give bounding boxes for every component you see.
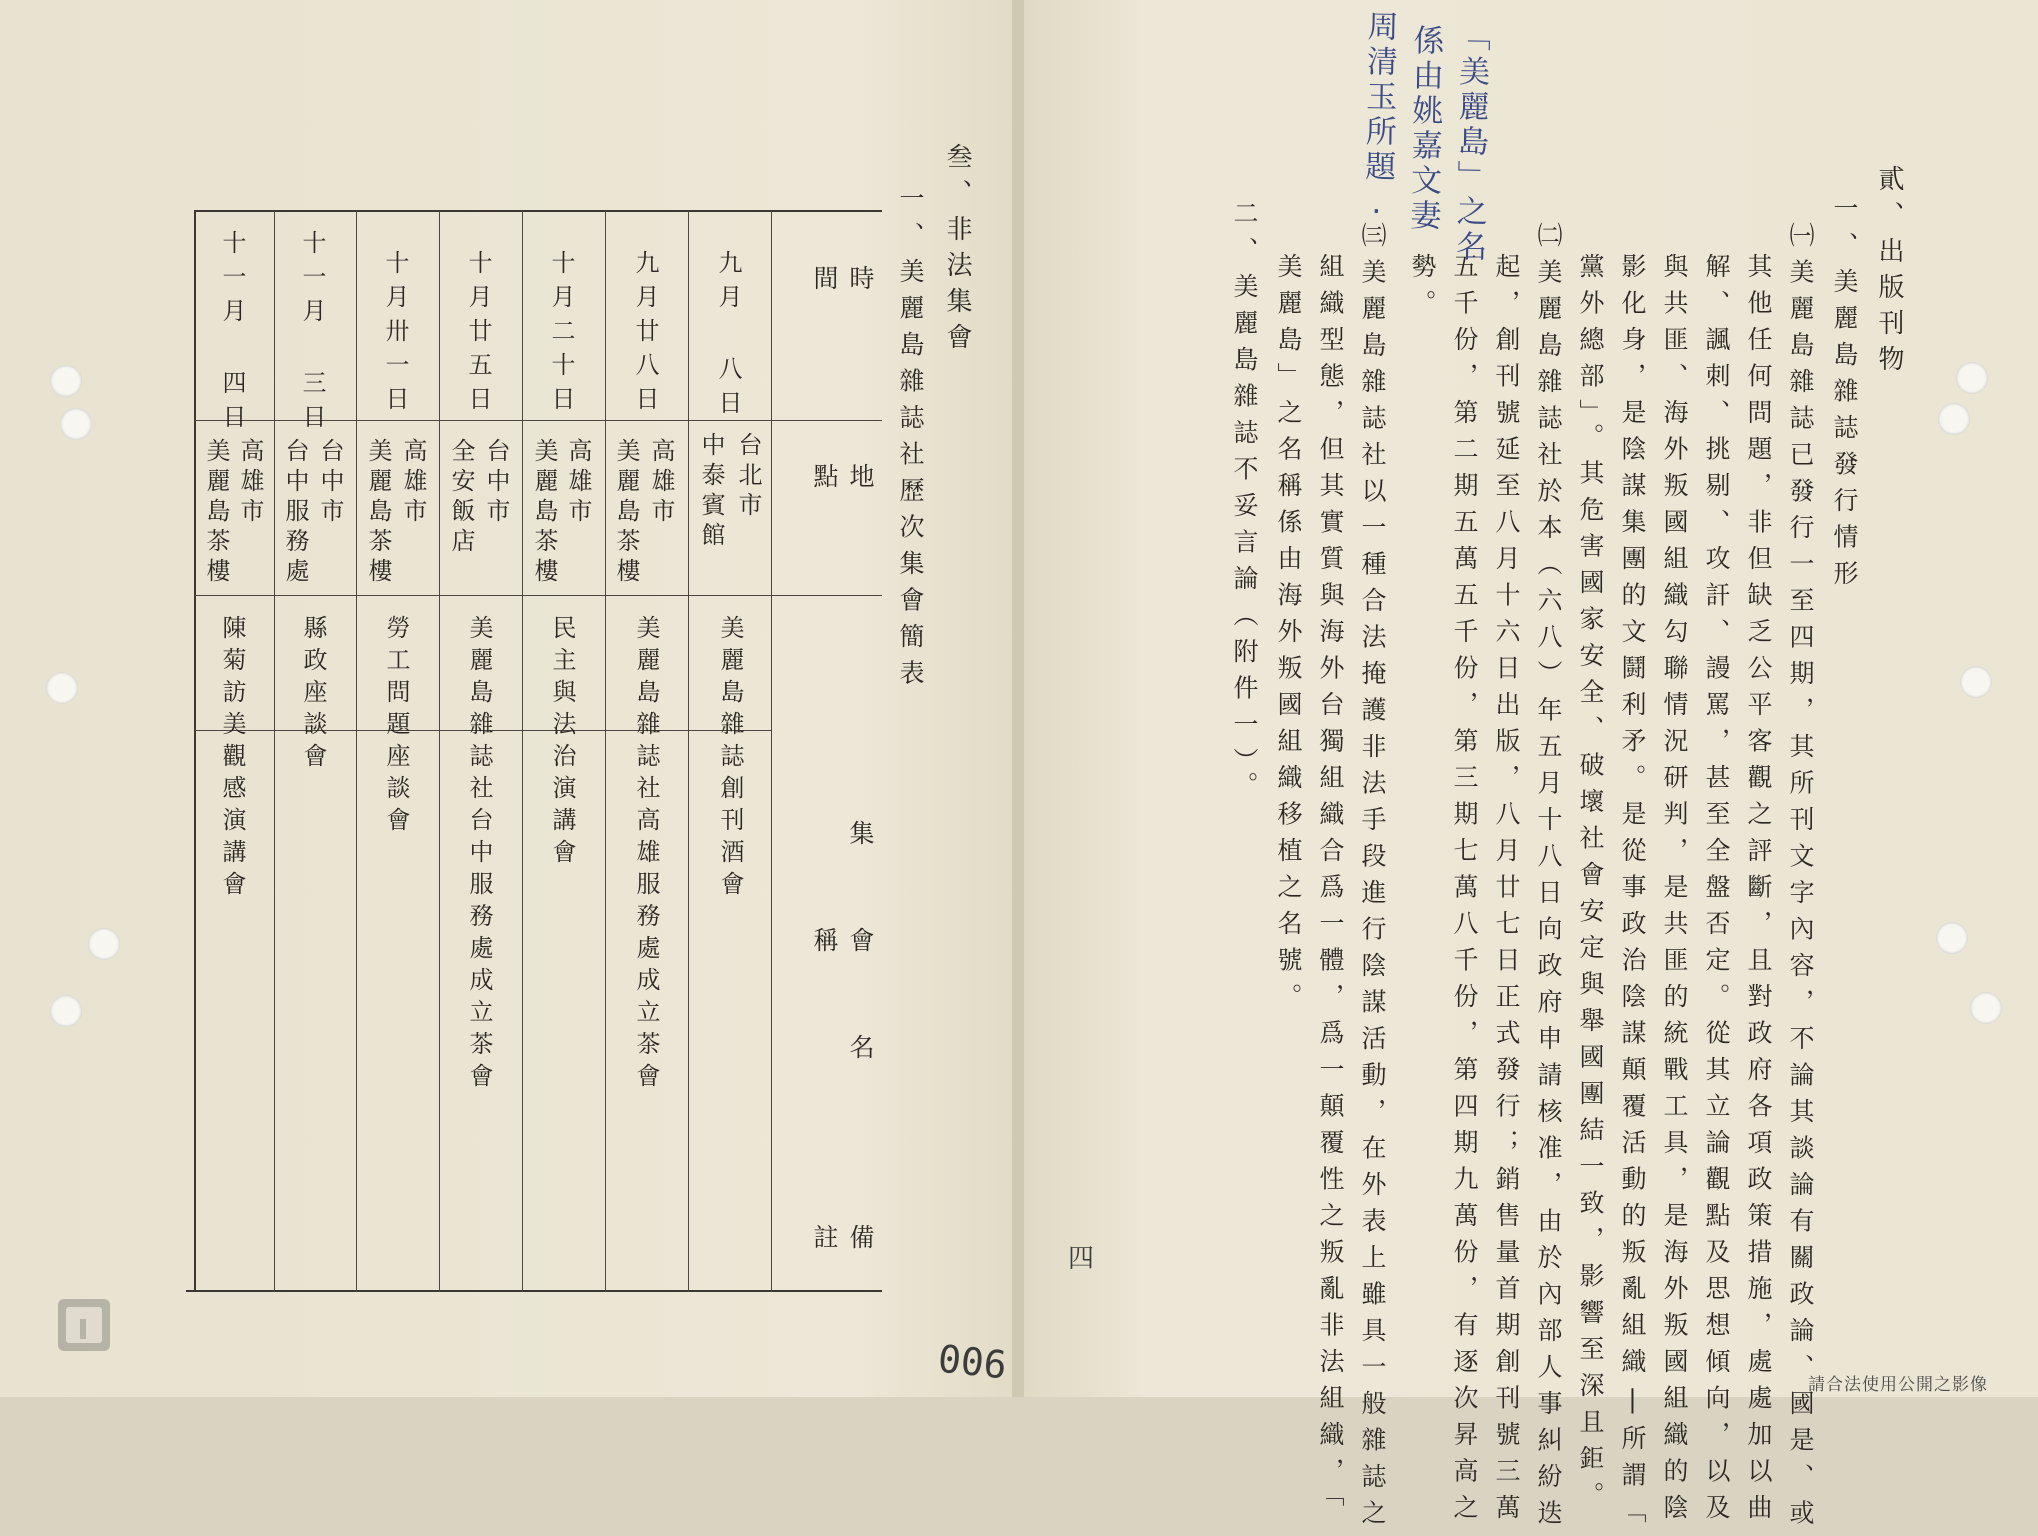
- para1-line5: 影化身，是陰謀集團的文鬪利矛。是從事政治陰謀顛覆活動的叛亂組織|所謂「: [1618, 253, 1647, 1535]
- punch-hole: [1938, 403, 1970, 435]
- row-1-place-line1: 台北市: [734, 432, 762, 522]
- subheading-improper-speech: 二、美麗島雜誌不妥言論（附件一）。: [1230, 200, 1259, 808]
- row-3-date: 十月二十日: [547, 250, 575, 420]
- handwritten-note-line3: 周清玉所題.: [1358, 9, 1398, 226]
- para3-line1: ㈢美麗島雜誌社以一種合法掩護非法手段進行陰謀活動，在外表上雖具一般雜誌之: [1358, 222, 1387, 1536]
- row-6-date: 十一月 三日: [298, 230, 326, 438]
- handwritten-note-line1: 「美麗島」之名: [1449, 19, 1491, 266]
- section-heading-publications: 貳、出版刊物: [1874, 165, 1904, 381]
- row-7-date: 十一月 四日: [218, 230, 246, 438]
- section-heading-illegal-assembly: 叁、非法集會: [942, 143, 972, 359]
- row-7-place-line1: 高雄市: [236, 438, 264, 528]
- para2-line2: 起，創刊號延至八月十六日出版，八月廿七日正式發行；銷售量首期創刊號三萬: [1492, 253, 1521, 1531]
- para1-line1: ㈠美麗島雜誌已發行一至四期，其所刊文字內容，不論其談論有關政論、國是、或: [1786, 222, 1815, 1536]
- book-gutter: [1012, 0, 1024, 1397]
- left-page: [0, 0, 1012, 1397]
- para2-line4: 勢。: [1408, 253, 1437, 326]
- row-5-date: 十月卅一日: [381, 250, 409, 420]
- row-4-place-line2: 全安飯店: [447, 438, 475, 558]
- para1-line2: 其他任何問題，非但缺乏公平客觀之評斷，且對政府各項政策措施，處處加以曲: [1744, 253, 1773, 1531]
- punch-hole: [1970, 992, 2002, 1024]
- punch-hole: [1936, 922, 1968, 954]
- punch-hole: [1960, 666, 1992, 698]
- punch-hole: [46, 672, 78, 704]
- row-3-place-line1: 高雄市: [564, 438, 592, 528]
- header-time-text: 時間: [810, 265, 875, 375]
- row-7-name: 陳菊訪美觀感演講會: [218, 615, 246, 903]
- para2-line1: ㈡美麗島雜誌社於本（六八）年五月十八日向政府申請核准，由於內部人事糾紛迭: [1534, 222, 1563, 1536]
- row-3-name: 民主與法治演講會: [548, 615, 576, 871]
- row-6-place-line2: 台中服務處: [281, 438, 309, 588]
- para1-line6: 黨外總部」。其危害國家安全、破壞社會安定與舉國團結一致，影響至深且鉅。: [1576, 253, 1605, 1518]
- usage-watermark: 請合法使用公開之影像: [1808, 1375, 1988, 1395]
- row-4-date: 十月廿五日: [464, 250, 492, 420]
- row-4-place-line1: 台中市: [482, 438, 510, 528]
- punch-hole: [50, 365, 82, 397]
- row-1-place-line2: 中泰賓館: [697, 432, 725, 552]
- header-remark: [806, 1210, 875, 1290]
- punch-hole: [88, 928, 120, 960]
- row-3-place-line2: 美麗島茶樓: [530, 438, 558, 588]
- row-5-place-line2: 美麗島茶樓: [364, 438, 392, 588]
- para1-line4: 與共匪、海外叛國組織勾聯情況研判，是共匪的統戰工具，是海外叛國組織的陰: [1660, 253, 1689, 1531]
- row-2-place-line2: 美麗島茶樓: [612, 438, 640, 588]
- row-6-place-line1: 台中市: [316, 438, 344, 528]
- header-place-text: 地點: [810, 462, 875, 558]
- row-5-name: 勞工問題座談會: [382, 615, 410, 839]
- row-1-name: 美麗島雜誌創刊酒會: [716, 615, 744, 903]
- handwritten-note-line2: 係由姚嘉文妻: [1404, 23, 1444, 235]
- row-6-name: 縣政座談會: [299, 615, 327, 775]
- para2-line3: 五千份，第二期五萬五千份，第三期七萬八千份，第四期九萬份，有逐次昇高之: [1450, 253, 1479, 1531]
- header-name-text: 集會名稱: [810, 819, 875, 1141]
- header-name: [806, 770, 875, 1190]
- punch-hole: [1956, 362, 1988, 394]
- right-page: [1024, 0, 2038, 1536]
- header-place: [806, 435, 875, 585]
- punch-hole: [60, 408, 92, 440]
- row-2-date: 九月廿八日: [631, 250, 659, 420]
- table-caption: 一、美麗島雜誌社歷次集會簡表: [896, 185, 925, 696]
- header-time: [806, 230, 875, 410]
- row-7-place-line2: 美麗島茶樓: [202, 438, 230, 588]
- row-2-place-line1: 高雄市: [647, 438, 675, 528]
- subheading-distribution: 一、美麗島雜誌發行情形: [1830, 195, 1859, 597]
- page-number: 四: [1068, 1244, 1095, 1274]
- row-1-date: 九月 八日: [714, 250, 742, 424]
- assembly-table: [194, 210, 882, 1292]
- pencil-page-number: 006: [935, 1336, 1009, 1388]
- para3-line3: 美麗島」之名稱係由海外叛國組織移植之名號。: [1274, 253, 1303, 1020]
- punch-hole: [50, 995, 82, 1027]
- header-remark-text: 備註: [810, 1223, 875, 1277]
- row-5-place-line1: 高雄市: [399, 438, 427, 528]
- row-2-name: 美麗島雜誌社高雄服務處成立茶會: [632, 615, 660, 1095]
- archive-logo-icon: [40, 1285, 130, 1365]
- row-4-name: 美麗島雜誌社台中服務處成立茶會: [465, 615, 493, 1095]
- para3-line2: 組織型態，但其實質與海外台獨組織合爲一體，爲一顛覆性之叛亂非法組織，「: [1316, 253, 1345, 1518]
- para1-line3: 解、諷刺、挑剔、攻訐、謾罵，甚至全盤否定。從其立論觀點及思想傾向，以及: [1702, 253, 1731, 1531]
